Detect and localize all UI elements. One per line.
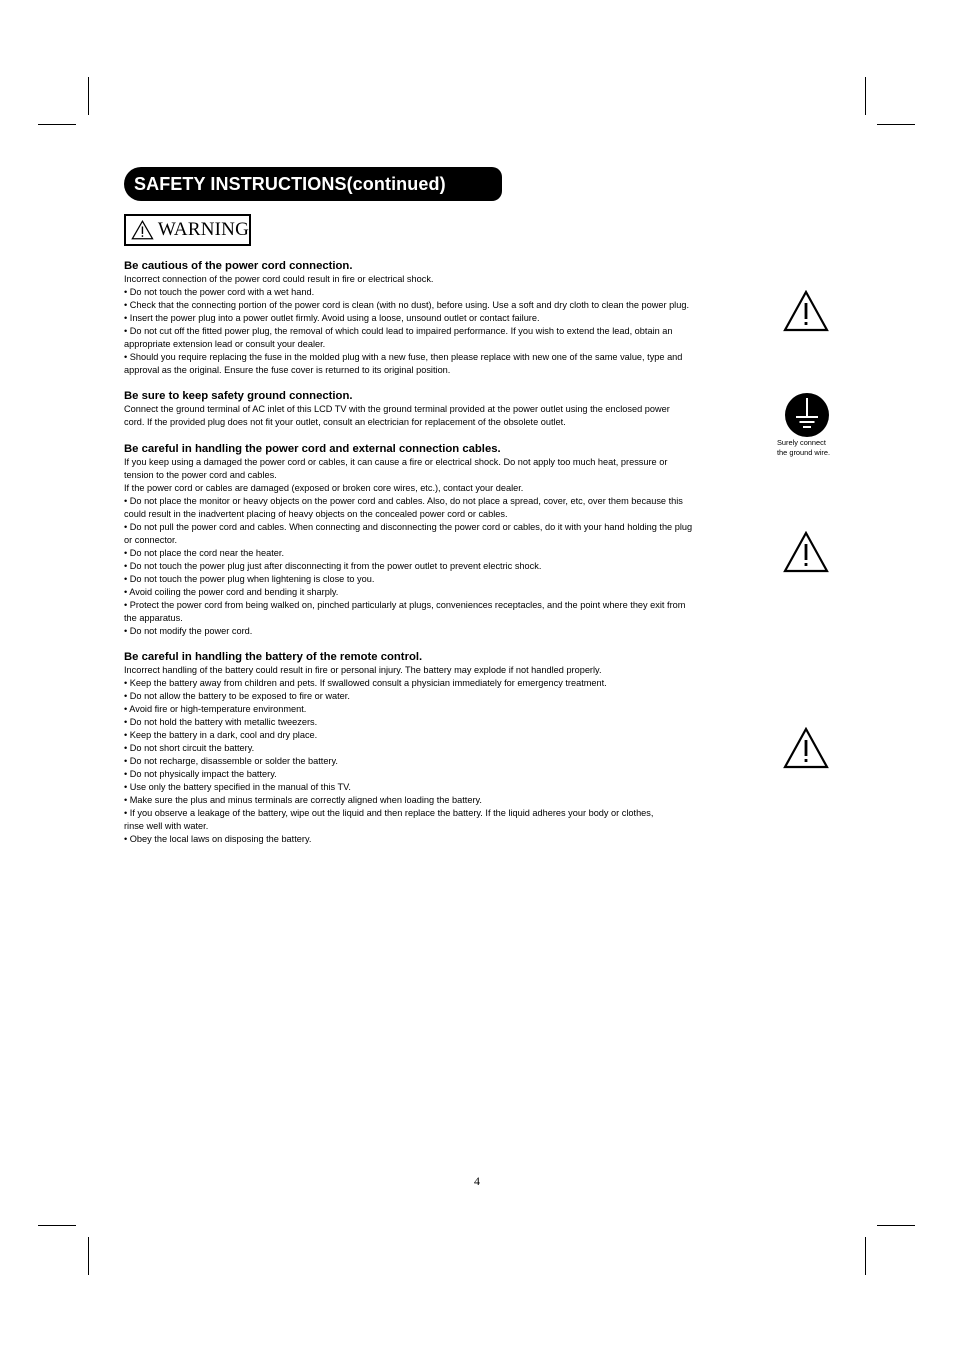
instruction-line: • Do not short circuit the battery.	[124, 743, 255, 753]
instruction-line: • Do not cut off the fitted power plug, the removal of which could lead to impaired performance. If you wish to extend the lead, obtain an	[124, 326, 673, 336]
instruction-line: Incorrect connection of the power cord could result in fire or electrical shock.	[124, 274, 434, 284]
instruction-line: If you keep using a damaged the power cord or cables, it can cause a fire or electrical shock. Do not apply too much heat, pressure or	[124, 457, 668, 467]
instruction-line: Connect the ground terminal of AC inlet of this LCD TV with the ground terminal provided at the power outlet using the enclosed power	[124, 404, 670, 414]
instruction-section	[124, 650, 770, 846]
instruction-line: • Do not hold the battery with metallic tweezers.	[124, 717, 318, 727]
instruction-line: • Do not place the monitor or heavy objects on the power cord and cables. Also, do not place a spread, cover, etc, over them because this	[124, 496, 683, 506]
instruction-line: • Use only the battery specified in the manual of this TV.	[124, 782, 351, 792]
instruction-line: • Do not allow the battery to be exposed to fire or water.	[124, 691, 350, 701]
instruction-line: • Do not place the cord near the heater.	[124, 548, 285, 558]
section-title: Be sure to keep safety ground connection.	[124, 390, 353, 402]
caution-triangle-icon	[783, 290, 829, 332]
instruction-line: could result in the inadvertent placing of heavy objects on the concealed power cord or cables.	[124, 509, 508, 519]
crop-mark	[88, 77, 89, 115]
section-title: Be careful in handling the battery of the remote control.	[124, 651, 423, 663]
warning-box	[124, 214, 251, 246]
instruction-line: • Avoid fire or high-temperature environment.	[124, 704, 307, 714]
instruction-line: rinse well with water.	[124, 821, 209, 831]
crop-mark	[38, 124, 76, 125]
instruction-line: Incorrect handling of the battery could result in fire or personal injury. The battery may explode if not handled properly.	[124, 665, 602, 675]
instruction-section	[124, 389, 770, 429]
instruction-line: approval as the original. Ensure the fuse cover is returned to its original position.	[124, 365, 451, 375]
instruction-line: • Check that the connecting portion of the power cord is clean (with no dust), before using. Use a soft and dry cloth to clean the power plug.	[124, 300, 689, 310]
crop-mark	[877, 124, 915, 125]
instruction-line: • Do not recharge, disassemble or solder the battery.	[124, 756, 338, 766]
instruction-line: tension to the power cord and cables.	[124, 470, 277, 480]
page-title: SAFETY INSTRUCTIONS(continued)	[134, 173, 446, 194]
crop-mark	[865, 1237, 866, 1275]
warning-triangle-icon	[131, 218, 154, 242]
instruction-line: • If you observe a leakage of the battery, wipe out the liquid and then replace the battery. If the liquid adheres your body or clothes,	[124, 808, 654, 818]
section-title: Be cautious of the power cord connection.	[124, 260, 353, 272]
crop-mark	[88, 1237, 89, 1275]
instruction-line: cord. If the provided plug does not fit your outlet, consult an electrician for replacement of the obsolete outlet.	[124, 417, 566, 427]
instruction-line: • Should you require replacing the fuse in the molded plug with a new fuse, then please replace with new one of the same value, type and	[124, 352, 683, 362]
instruction-line: • Make sure the plus and minus terminals are correctly aligned when loading the battery.	[124, 795, 482, 805]
instruction-line: • Keep the battery in a dark, cool and dry place.	[124, 730, 318, 740]
instruction-line: • Do not touch the power cord with a wet hand.	[124, 287, 315, 297]
page-number: 4	[474, 1174, 480, 1188]
crop-mark	[38, 1225, 76, 1226]
crop-mark	[877, 1225, 915, 1226]
instruction-line: appropriate extension lead or consult your dealer.	[124, 339, 326, 349]
caution-triangle-icon	[783, 727, 829, 769]
ground-icon	[784, 392, 830, 438]
instruction-line: • Keep the battery away from children and pets. If swallowed consult a physician immediately for emergency treatment.	[124, 678, 607, 688]
section-title: Be careful in handling the power cord and external connection cables.	[124, 443, 501, 455]
instruction-line: • Do not touch the power plug just after disconnecting it from the power outlet to prevent electric shock.	[124, 561, 542, 571]
ground-caption: Surely connect the ground wire.	[777, 438, 830, 457]
section-banner	[124, 167, 502, 201]
instruction-line: • Avoid coiling the power cord and bending it sharply.	[124, 587, 339, 597]
instruction-line: • Do not physically impact the battery.	[124, 769, 277, 779]
warning-label: WARNING	[157, 219, 249, 240]
instruction-line: the apparatus.	[124, 613, 183, 623]
instruction-line: • Protect the power cord from being walked on, pinched particularly at plugs, conveniences receptacles, and the point where they exit from	[124, 600, 686, 610]
instruction-line: • Obey the local laws on disposing the battery.	[124, 834, 312, 844]
instruction-line: • Do not pull the power cord and cables. When connecting and disconnecting the power cord or cables, do it with your hand holding the plug	[124, 522, 693, 532]
crop-mark	[865, 77, 866, 115]
caution-triangle-icon	[783, 531, 829, 573]
instruction-line: or connector.	[124, 535, 178, 545]
instruction-line: If the power cord or cables are damaged (exposed or broken core wires, etc.), contact your dealer.	[124, 483, 524, 493]
instruction-section	[124, 259, 770, 377]
instruction-line: • Insert the power plug into a power outlet firmly. Avoid using a loose, unsound outlet or contact failure.	[124, 313, 540, 323]
instruction-line: • Do not touch the power plug when lightening is close to you.	[124, 574, 375, 584]
instructions-body	[124, 259, 770, 846]
instruction-line: • Do not modify the power cord.	[124, 626, 253, 636]
instruction-section	[124, 442, 770, 638]
